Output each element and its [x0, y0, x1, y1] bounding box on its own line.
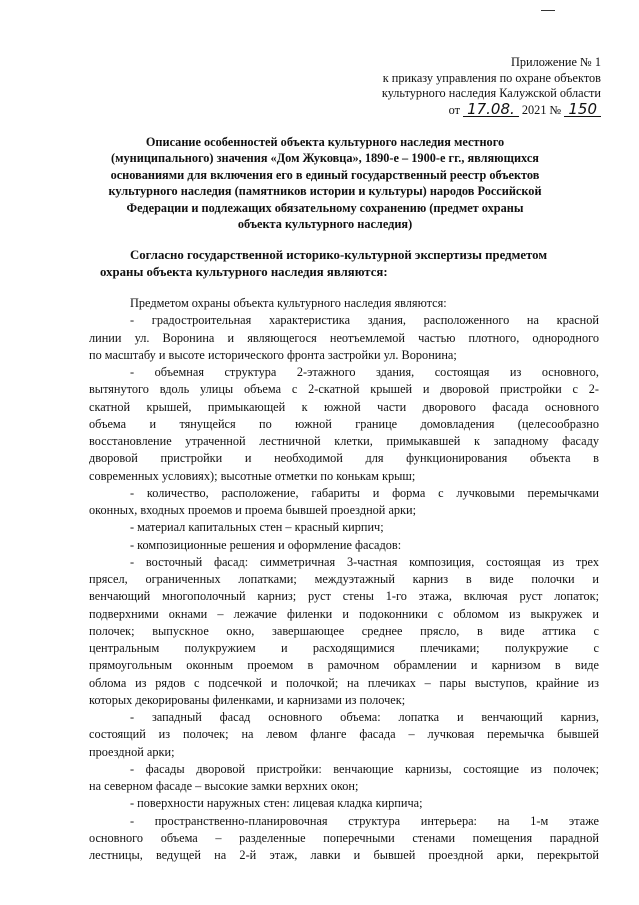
body-text-line: оконных, входных проемов и проема бывшей проездной арки; [89, 503, 417, 517]
document-title-line: Федерации и подлежащих обязательному сохранению (предмет охраны [126, 200, 524, 215]
body-text-line: по масштабу и высоте исторического фронта застройки ул. Воронина; [89, 347, 457, 362]
document-title-line: Описание особенностей объекта культурного наследия местного [145, 135, 505, 149]
body-text-line: прямоугольным оконным проемом в рамочном обрамлении и карнизом в виде [89, 658, 599, 673]
body-text-line: основного объема – разделенные поперечными стенами помещения парадной [89, 830, 599, 845]
body-text-line: полочек; выпускное окно, завершающее среднее прясло, в виде аттика с [89, 623, 599, 638]
intro-paragraph [100, 247, 610, 280]
body-text-line: прясел, ограниченных лопатками; междуэтажный карниз в виде полочки и [89, 572, 599, 586]
appendix-date-line [281, 99, 601, 119]
body-text-line: - градостроительная характеристика здания, расположенного на красной [130, 313, 599, 328]
intro-paragraph-line: охраны объекта культурного наследия являются: [100, 264, 388, 279]
body-text-line: венчающий многополочный карниз; руст стены 1-го этажа, включая руст лопаток; [89, 589, 599, 604]
body-text-line: - восточный фасад: симметричная 3-частная композиция, состоящая из трех [130, 554, 599, 569]
body-text-line: вытянутого вдоль улицы объема с 2-скатной крышей и дворовой пристройки с 2- [89, 382, 599, 397]
scan-mark [541, 10, 555, 11]
document-title [90, 134, 560, 232]
body-text-line: - фасады дворовой пристройки: венчающие карнизы, состоящие из полочек; [130, 761, 599, 776]
body-text-line: - объемная структура 2-этажного здания, состоящая из основного, [130, 365, 599, 379]
body-text-line: скатной крышей, примыкающей к южной части дворового фасада основного [89, 399, 599, 414]
body-text-line: облома из рядов с подсечкой и полочкой; на плечиках – пары выступов, крайние из [89, 675, 599, 690]
body-text-line: - поверхности наружных стен: лицевая кладка кирпича; [130, 796, 423, 811]
document-title-line: культурного наследия (памятников истории и культуры) народов Российской [108, 184, 542, 199]
body-text-line: состоящий из полочек; на левом фланге фасада – лучковая перемычка бывшей [89, 727, 599, 742]
body-text-line: - западный фасад основного объема: лопатка и венчающий карниз, [130, 710, 599, 724]
body-text-line: - композиционные решения и оформление фасадов: [130, 537, 402, 552]
body-text-line: Предметом охраны объекта культурного наследия являются: [130, 296, 447, 310]
document-title-line: основаниями для включения его в единый государственный реестр объектов [110, 167, 540, 182]
body-text-line: современных условиях); высотные отметки по конькам крыш; [89, 468, 416, 483]
document-title-line: (муниципального) значения «Дом Жуковца», 1890-е – 1900-е гг., являющихся [111, 151, 539, 166]
intro-paragraph-line: Согласно государственной историко-культурной экспертизы предметом [130, 248, 548, 262]
body-text-line: - количество, расположение, габариты и форма с лучковыми перемычками [130, 485, 599, 500]
appendix-authority: культурного наследия Калужской области [381, 86, 601, 100]
body-text [89, 295, 599, 864]
date-prefix: от [448, 102, 460, 117]
body-text-line: на северном фасаде – высокие замки верхних окон; [89, 779, 359, 793]
body-text-line: лестницы, ведущей на 2-й этаж, лавки и бывшей проездной арки, перекрытой [89, 848, 599, 862]
body-text-line: проездной арки; [89, 744, 175, 759]
document-title-line: объекта культурного наследия) [237, 217, 413, 232]
body-text-line: объема и тянущейся по южной границе домовладения (целесообразно [89, 416, 599, 431]
appendix-number: Приложение № 1 [510, 55, 601, 69]
handwritten-number: 150 [564, 102, 601, 117]
body-text-line: линии ул. Воронина и являющегося неотъемлемой частью плотного, однородного [89, 330, 599, 345]
body-text-line: - материал капитальных стен – красный кирпич; [130, 520, 384, 535]
body-text-line: которых декорированы филенками, и карнизами из полочек; [89, 692, 406, 707]
appendix-order-ref: к приказу управления по охране объектов [382, 70, 601, 85]
appendix-header [281, 55, 601, 118]
year-label: 2021 № [521, 102, 562, 117]
body-text-line: дворовой пристройки и необходимой для функционирования объекта в [89, 451, 599, 466]
body-text-line: центральным полукружием и расходящимися плечиками; полукружие с [89, 641, 599, 655]
handwritten-date: 17.08. [463, 102, 519, 117]
body-text-line: подверхними окнами – лежачие филенки и подоконники с обломом из выкружек и [89, 606, 599, 621]
body-text-line: - пространственно-планировочная структура интерьера: на 1-м этаже [130, 813, 599, 828]
body-text-line: восстановление утраченной лестничной клетки, примыкавшей к западному фасаду [89, 434, 599, 448]
